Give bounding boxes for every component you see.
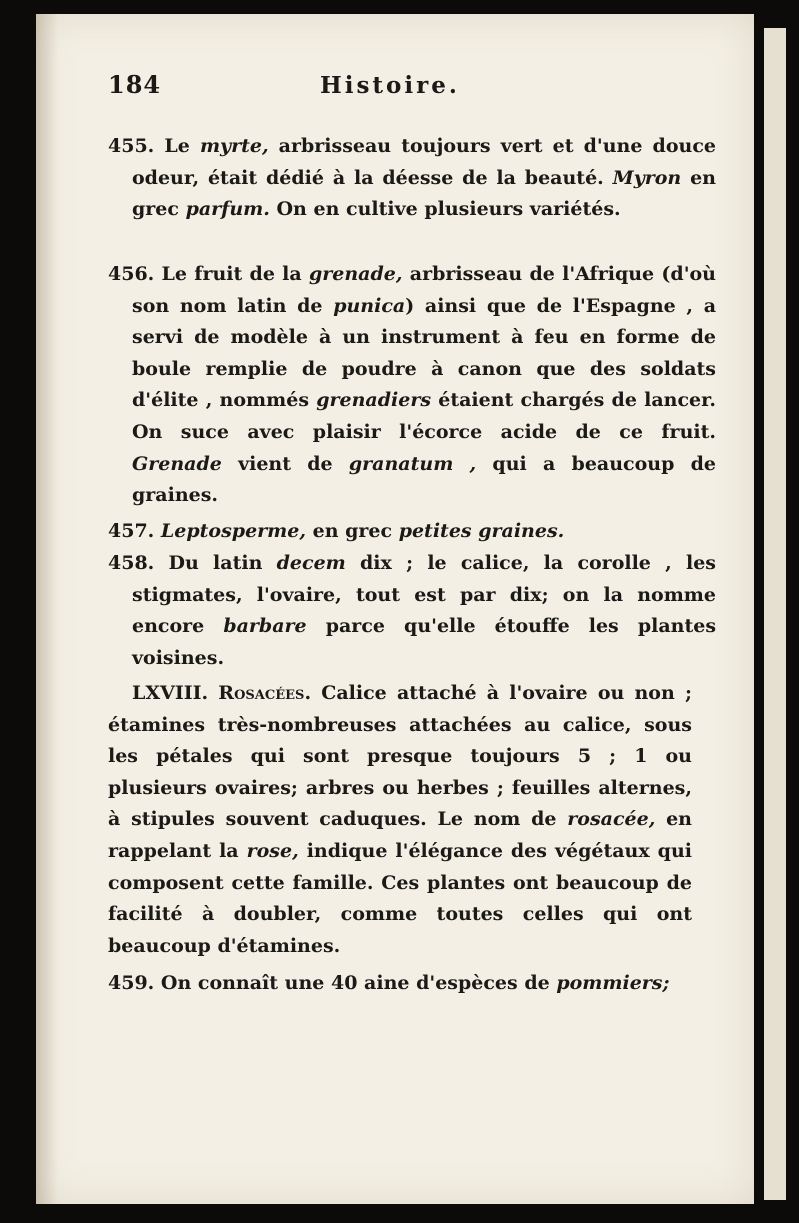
page-number: 184 (108, 70, 162, 99)
paragraph-455 (108, 131, 716, 226)
italic-term: grenadiers (316, 389, 432, 412)
paragraph-number: 457. (108, 520, 155, 542)
paragraph-number: 459. (108, 972, 155, 994)
italic-term: rosacée, (567, 808, 656, 831)
text-run: dix ; le calice, la corolle , les stigmates, l'ovaire, tout est par dix; on la nomme encore (132, 552, 716, 638)
text-run: ) ainsi que de l'Espagne , a servi de modèle à un instrument à feu en forme de boule remplie de poudre à canon que des soldats d'élite , nommés (132, 294, 717, 412)
italic-term: grenade, (308, 263, 403, 285)
italic-term: rose, (246, 839, 299, 862)
text-run: indique l'élégance des végétaux qui composent cette famille. Ces plantes ont beaucoup de facilité à doubler, comme toutes celles qui ont beaucoup d'étamines. (108, 839, 692, 957)
text-run: Du latin (154, 552, 277, 574)
text-run: en rappelant la (108, 808, 692, 862)
text-run: arbrisseau toujours vert et d'une douce odeur, était dédié à la déesse de la beauté. (132, 135, 716, 189)
text-run: qui a beaucoup de graines. (132, 452, 716, 507)
family-section-rosacees (108, 678, 692, 962)
text-run (154, 520, 161, 542)
italic-term: Grenade (132, 452, 222, 475)
text-run: parce qu'elle étouffe les plantes voisines. (132, 615, 717, 669)
italic-term: myrte, (199, 135, 269, 157)
text-run: en grec (132, 166, 716, 221)
text-run: vient de (221, 452, 349, 475)
text-run: Le fruit de la (154, 263, 309, 285)
paragraph-457 (108, 516, 716, 548)
paragraph-number: 458. (108, 552, 155, 574)
italic-term: Leptosperme, (160, 520, 306, 542)
text-run: On en cultive plusieurs variétés. (269, 198, 621, 221)
italic-term: parfum. (185, 198, 270, 221)
italic-term: decem (276, 552, 346, 574)
paragraph-458 (108, 548, 716, 674)
italic-term: petites graines. (398, 520, 565, 542)
next-page-edge (764, 28, 786, 1200)
section-number: LXVIII. (132, 682, 209, 704)
text-run: On connaît une 40 aine d'espèces de (154, 972, 557, 994)
paragraph-number: 455. (108, 135, 155, 157)
text-run: en grec (305, 520, 399, 542)
text-run: Calice attaché à l'ovaire ou non ; étamines très-nombreuses attachées au calice, sous les pétales qui sont presque toujours 5 ; 1 ou plusieurs ovaires; arbres ou herbes ; feuilles alternes, à stipules souvent caduques. Le nom de (108, 682, 692, 831)
section-title: Rosacées. (208, 682, 312, 704)
paragraph-number: 456. (108, 263, 155, 285)
text-run: Le (154, 135, 200, 157)
running-head: Histoire. (320, 72, 460, 99)
paragraph-456 (108, 259, 716, 512)
italic-term: granatum , (348, 452, 477, 475)
italic-term: barbare (223, 615, 307, 638)
italic-term: punica (333, 294, 406, 317)
text-run: étaient chargés de lancer. On suce avec plaisir l'écorce acide de ce fruit. (132, 389, 716, 443)
italic-term: Myron (612, 166, 682, 189)
paragraph-459 (108, 968, 716, 1000)
page-header (108, 70, 692, 110)
italic-term: pommiers; (556, 972, 670, 994)
text-run: arbrisseau de l'Afrique (d'où son nom latin de (132, 263, 716, 317)
